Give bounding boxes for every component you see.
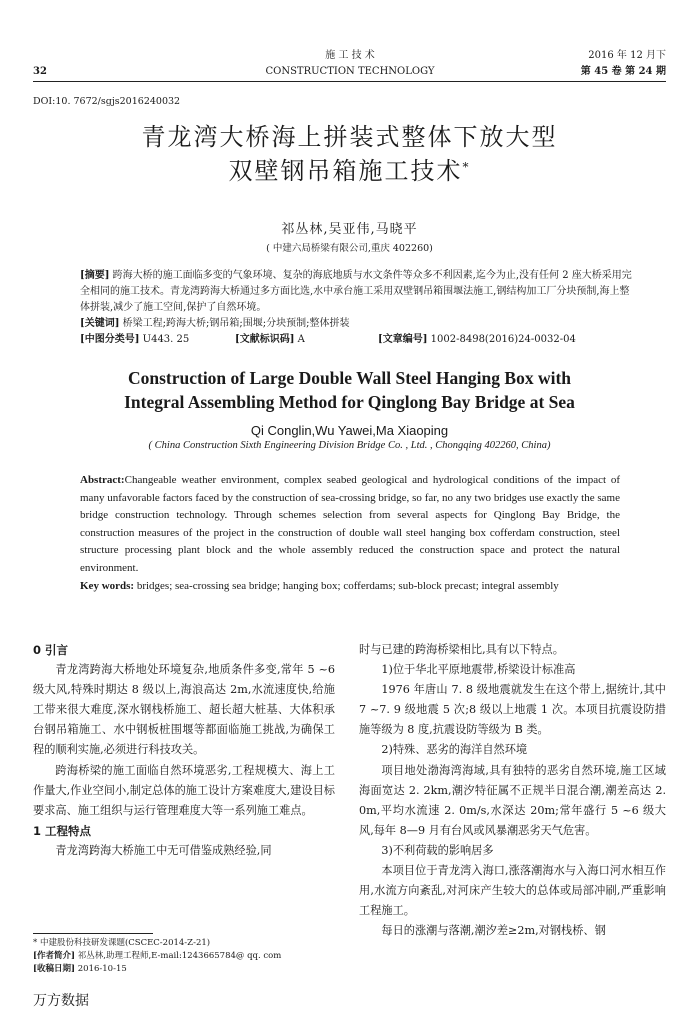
title-en-line-2: Integral Assembling Method for Qinglong Bay Bridge at Sea bbox=[124, 392, 575, 412]
watermark: 万方数据 bbox=[33, 993, 89, 1009]
section-heading-intro: 0 引言 bbox=[33, 643, 69, 657]
paragraph: 每日的涨潮与落潮,潮汐差≥2m,对钢栈桥、钢 bbox=[381, 924, 606, 938]
keywords-cn: [关键词] 桥梁工程;跨海大桥;钢吊箱;围堰;分块预制;整体拼装 bbox=[80, 318, 350, 329]
paragraph: 跨海桥梁的施工面临自然环境恶劣,工程规模大、海上工作量大,作业空间小,制定总体的施工设计方案难度大,建设目标要求高、施工组织与运行管理难度大等一系列施工难点。 bbox=[33, 763, 335, 817]
paragraph: 时与已建的跨海桥梁相比,具有以下特点。 bbox=[359, 643, 564, 656]
footnote-rule bbox=[33, 933, 153, 934]
paragraph: 青龙湾跨海大桥施工中无可借鉴成熟经验,同 bbox=[55, 843, 272, 857]
abstract-en-para: Abstract:Changeable weather environment, complex seabed geological and hydrological conditions of the impact of many unfavorable factors faced by the construction of sea-crossing bridge, so far, no any two bridges use exactly the same bridge construction technology. Through schemes selection from several aspects for Qinglong Bay Bridge, the construction measures of the project in the construction of double wall steel hanging box cofferdam construction, steel structure processing plant block and the whole assembly reduced the construction space and protect the natural environment. bbox=[80, 474, 620, 574]
abstract-cn-para: [摘要] 跨海大桥的施工面临多变的气象环境、复杂的海底地质与水文条件等众多不利因素,迄今为止,没有任何 2 座大桥采用完全相同的施工技术。青龙湾跨海大桥通过多方面比选,水中承台施工采用双壁钢吊箱围堰法施工,钢结构加工厂分块预制,海上整体拼装,减少了施工空间,保护了自然环境。 bbox=[80, 270, 632, 313]
affiliation-en: ( China Construction Sixth Engineering Division Bridge Co. , Ltd. , Chongqing 402260, China) bbox=[148, 440, 551, 451]
footnote-fund: * 中建股份科技研发课题(CSCEC-2014-Z-21) bbox=[33, 938, 211, 948]
title-footnote-mark: * bbox=[462, 160, 471, 174]
doi: DOI:10. 7672/sgjs2016240032 bbox=[33, 96, 181, 107]
issue-volume: 第 45 卷 第 24 期 bbox=[580, 66, 666, 77]
title-en bbox=[33, 366, 666, 414]
left-column bbox=[33, 640, 335, 861]
journal-name-cn: 施 工 技 术 bbox=[325, 50, 375, 61]
title-cn bbox=[33, 120, 666, 188]
footnote-author: [作者简介] 祁丛林,助理工程师,E-mail:1243665784@ qq. com bbox=[33, 951, 282, 961]
footnotes bbox=[33, 937, 343, 976]
authors-en: Qi Conglin,Wu Yawei,Ma Xiaoping bbox=[250, 423, 449, 438]
subheading: 2)特殊、恶劣的海洋自然环境 bbox=[381, 743, 528, 757]
subheading: 1)位于华北平原地震带,桥梁设计标准高 bbox=[381, 663, 576, 677]
classification-row: [中图分类号] U443. 25 [文献标识码] A [文章编号] 1002-8498(2016)24-0032-04 bbox=[80, 334, 576, 345]
authors-cn: 祁丛林,吴亚伟,马晓平 bbox=[281, 222, 418, 237]
footnote-received: [收稿日期] 2016-10-15 bbox=[33, 964, 127, 974]
paragraph: 1976 年唐山 7. 8 级地震就发生在这个带上,据统计,其中 7 ~7. 9 级地震 5 次;8 级以上地震 1 次。本项目抗震设防措施等级为 8 度,抗震设防等级为 B 类。 bbox=[359, 683, 666, 737]
subheading: 3)不利荷载的影响居多 bbox=[381, 843, 494, 857]
abstract-cn bbox=[80, 268, 632, 348]
affiliation-cn: ( 中建六局桥梁有限公司,重庆 402260) bbox=[266, 243, 433, 254]
abstract-en bbox=[80, 472, 620, 595]
paragraph: 项目地处渤海湾海域,具有独特的恶劣自然环境,施工区域海面宽达 2. 2km,潮汐特征属不正规半日混合潮,潮差高达 2. 0m,平均水流速 2. 0m/s,水深达 20m;常年盛行 5 ~6 级大风,每年 8—9 月有台风或风暴潮恶劣天气危害。 bbox=[359, 763, 666, 837]
paragraph: 青龙湾跨海大桥地处环境复杂,地质条件多变,常年 5 ~6 级大风,特殊时期达 8 级以上,海浪高达 2m,水流速度快,给施工带来很大难度,深水钢栈桥施工、超长超大桩基、大体积承台钢吊箱施工、水中钢板桩围堰等都面临施工挑战,为确保工程的顺利实施,必须进行科技攻关。 bbox=[33, 663, 335, 757]
page-number: 32 bbox=[33, 66, 47, 77]
journal-name-en: CONSTRUCTION TECHNOLOGY bbox=[265, 66, 435, 77]
header-rule bbox=[33, 81, 666, 82]
section-heading-features: 1 工程特点 bbox=[33, 823, 92, 838]
title-cn-line-2: 双壁钢吊箱施工技术* bbox=[228, 157, 471, 185]
title-en-line-1: Construction of Large Double Wall Steel Hanging Box with bbox=[127, 368, 572, 388]
keywords-en: Key words: bridges; sea-crossing sea bridge; hanging box; cofferdams; sub-block precast; integral assembly bbox=[80, 579, 559, 592]
title-cn-line-1: 青龙湾大桥海上拼装式整体下放大型 bbox=[141, 123, 558, 151]
issue-date: 2016 年 12 月下 bbox=[588, 50, 666, 61]
right-column bbox=[359, 640, 666, 941]
paragraph: 本项目位于青龙湾入海口,涨落潮海水与入海口河水相互作用,水流方向紊乱,对河床产生较大的总体或局部冲刷,严重影响工程施工。 bbox=[359, 864, 666, 918]
